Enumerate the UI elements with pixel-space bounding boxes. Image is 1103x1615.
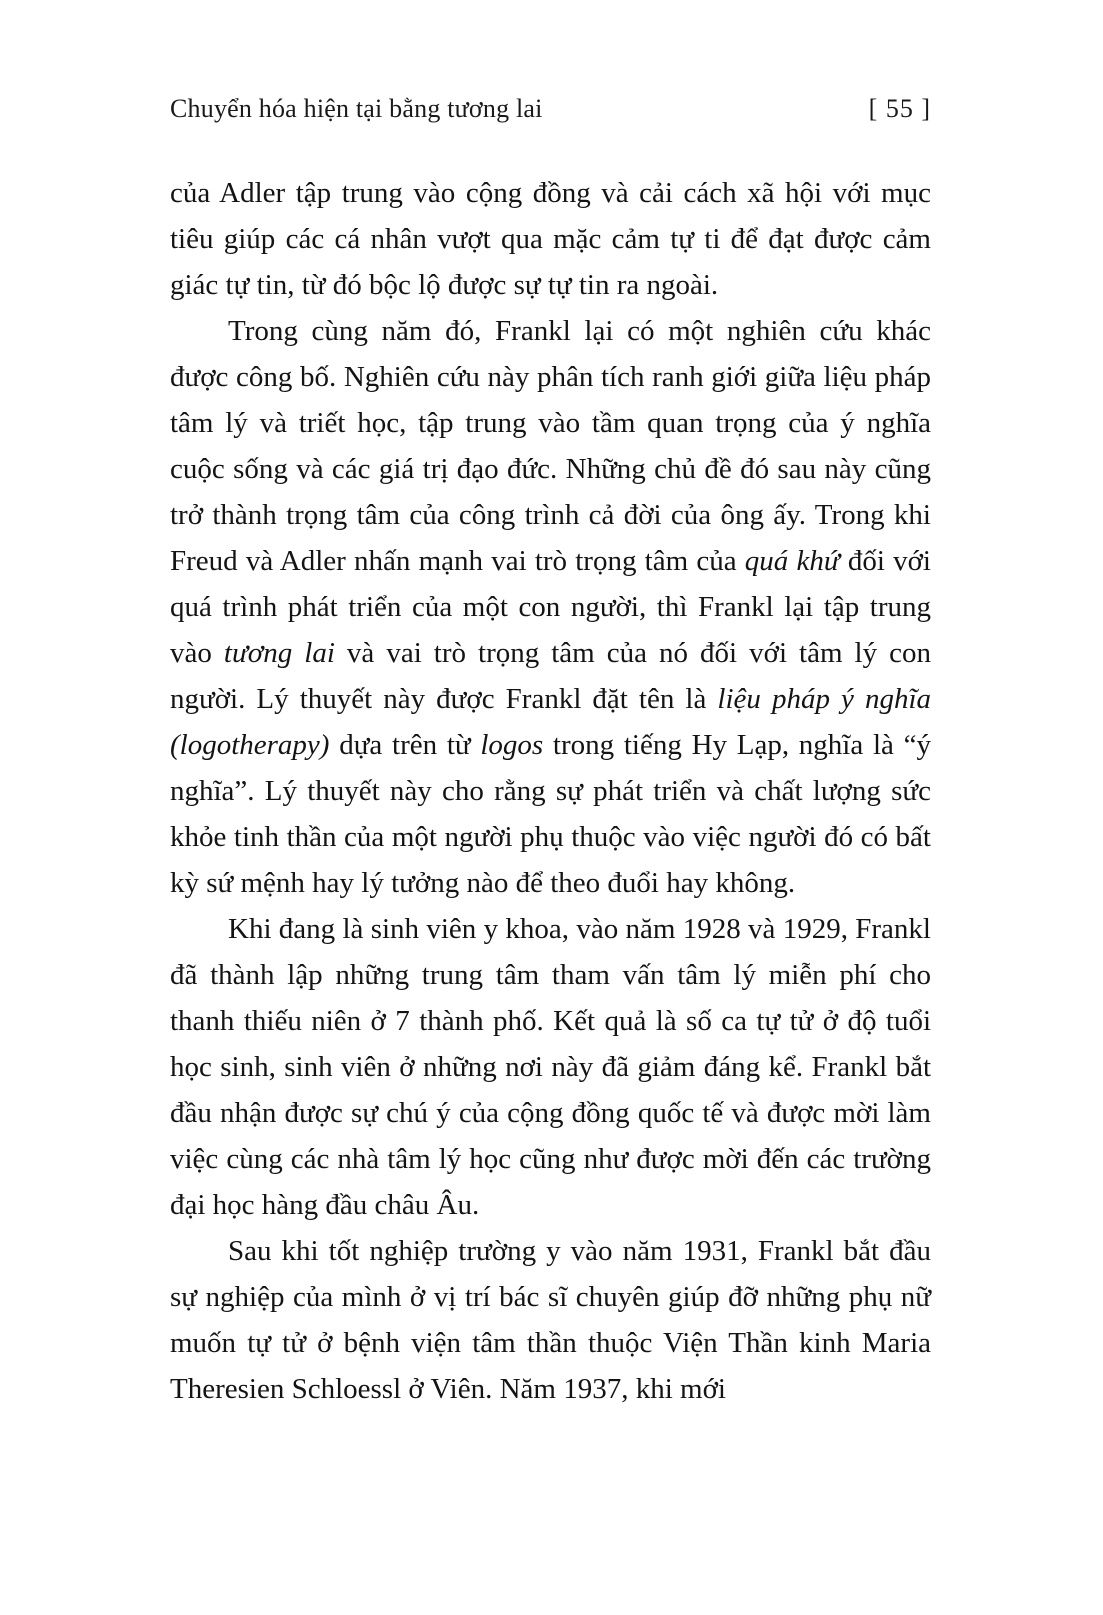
page-body (170, 170, 931, 1412)
text-run: Trong cùng năm đó, Frankl lại có một nghiên cứu khác được công bố. Nghiên cứu này phân tích ranh giới giữa liệu pháp tâm lý và triết học, tập trung vào tầm quan trọng của ý nghĩa cuộc sống và các giá trị đạo đức. Những chủ đề đó sau này cũng trở thành trọng tâm của công trình cả đời của ông ấy. Trong khi Freud và Adler nhấn mạnh vai trò trọng tâm của (170, 315, 931, 577)
text-run: Sau khi tốt nghiệp trường y vào năm 1931, Frankl bắt đầu sự nghiệp của mình ở vị trí bác sĩ chuyên giúp đỡ những phụ nữ muốn tự tử ở bệnh viện tâm thần thuộc Viện Thần kinh Maria Theresien Schloessl ở Viên. Năm 1937, khi mới (170, 1235, 931, 1405)
text-run: của Adler tập trung vào cộng đồng và cải cách xã hội với mục tiêu giúp các cá nhân vượt qua mặc cảm tự ti để đạt được cảm giác tự tin, từ đó bộc lộ được sự tự tin ra ngoài. (170, 177, 931, 301)
running-title: Chuyển hóa hiện tại bằng tương lai (170, 94, 543, 123)
text-run: trong tiếng Hy Lạp, nghĩa là “ý nghĩa”. Lý thuyết này cho rằng sự phát triển và chất lượng sức khỏe tinh thần của một người phụ thuộc vào việc người đó có bất kỳ sứ mệnh hay lý tưởng nào để theo đuổi hay không. (170, 729, 931, 899)
italic-text-run: tương lai (223, 637, 335, 669)
italic-text-run: quá khứ (744, 545, 840, 577)
text-run: và vai trò trọng tâm của nó đối với tâm lý con người. Lý thuyết này được Frankl đặt tên là (170, 637, 932, 715)
text-run: Khi đang là sinh viên y khoa, vào năm 1928 và 1929, Frankl đã thành lập những trung tâm tham vấn tâm lý miễn phí cho thanh thiếu niên ở 7 thành phố. Kết quả là số ca tự tử ở độ tuổi học sinh, sinh viên ở những nơi này đã giảm đáng kể. Frankl bắt đầu nhận được sự chú ý của cộng đồng quốc tế và được mời làm việc cùng các nhà tâm lý học cũng như được mời đến các trường đại học hàng đầu châu Âu. (170, 913, 931, 1221)
paragraph (170, 906, 931, 1228)
italic-text-run: logos (480, 729, 544, 761)
page-number: [ 55 ] (868, 94, 931, 123)
paragraph (170, 170, 931, 308)
paragraph (170, 308, 931, 906)
paragraph (170, 1228, 931, 1412)
italic-text-run: liệu pháp ý nghĩa (logotherapy) (170, 683, 932, 761)
text-run: đối với quá trình phát triển của một con người, thì Frankl lại tập trung vào (170, 545, 931, 669)
page-header (170, 92, 931, 126)
text-run: dựa trên từ (329, 729, 481, 761)
